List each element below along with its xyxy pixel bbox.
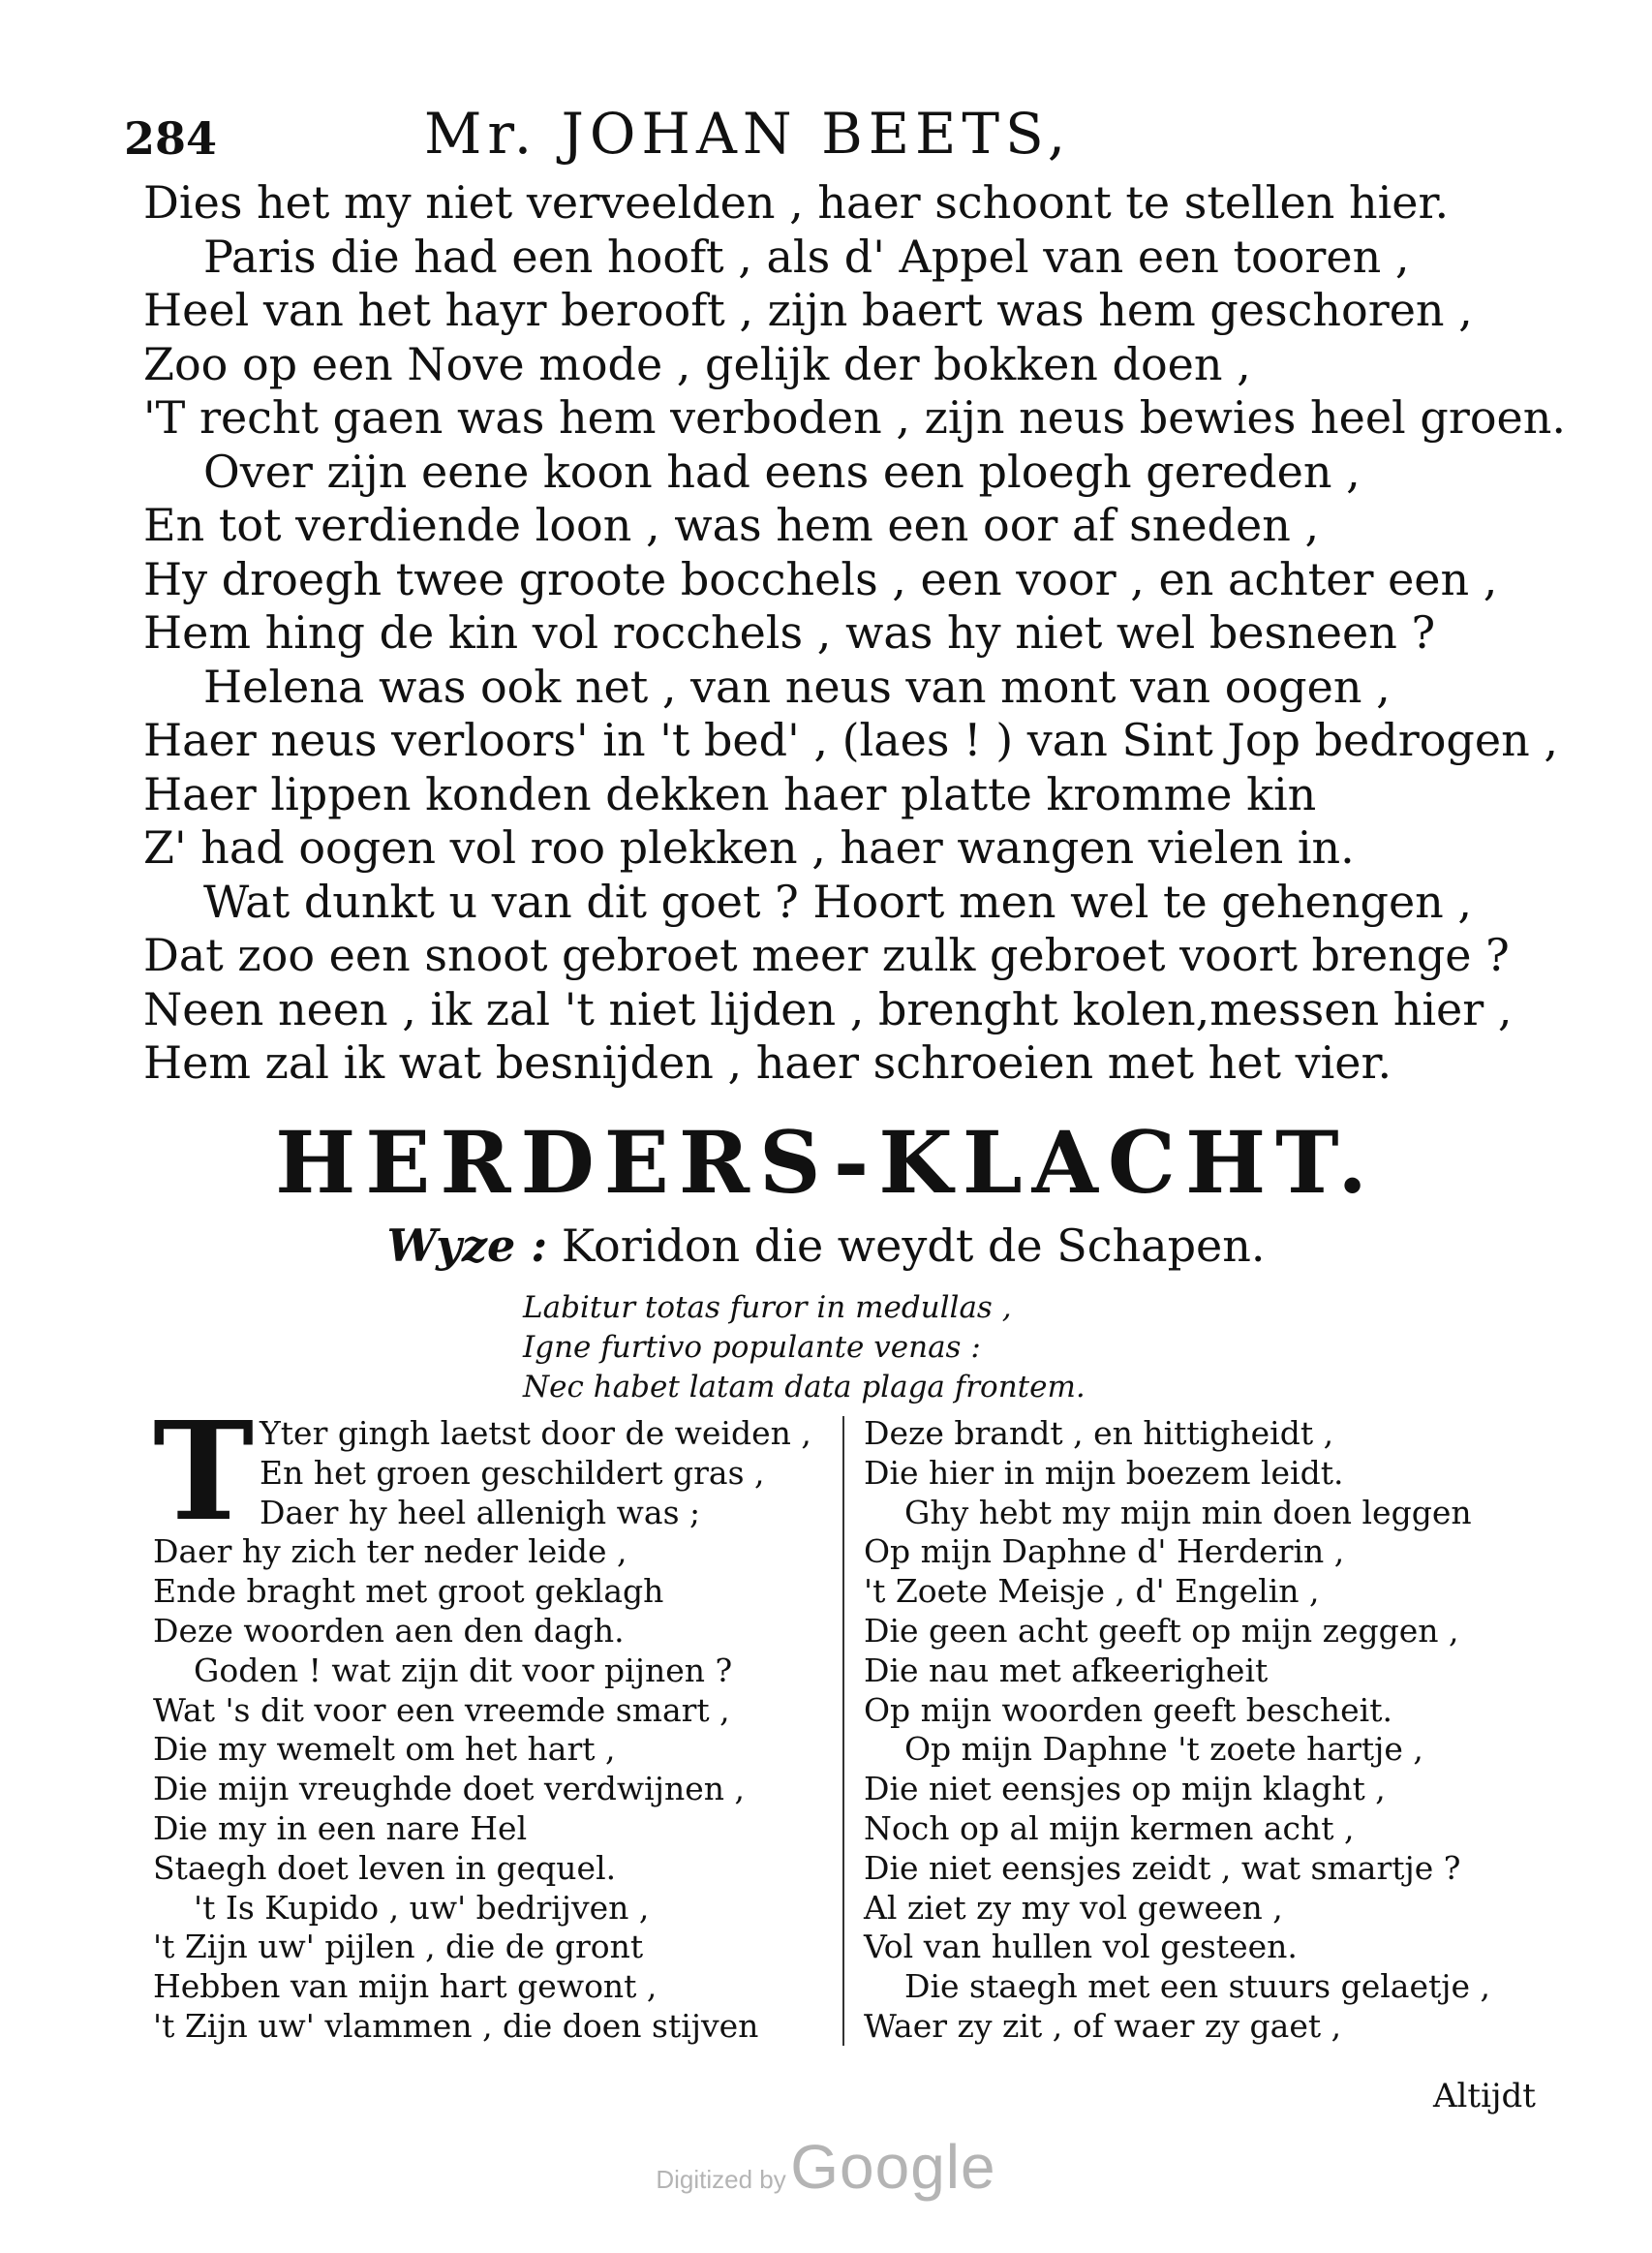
verse-line: Daer hy heel allenigh was ;	[260, 1493, 701, 1531]
verse-line: Zoo op een Nove mode , gelijk der bokken doen ,	[143, 337, 1251, 390]
verse-line: Dies het my niet verveelden , haer schoont te stellen hier.	[143, 176, 1450, 229]
verse-line: Hem hing de kin vol rocchels , was hy niet wel besneen ?	[143, 606, 1436, 659]
verse-line: En het groen geschildert gras ,	[260, 1453, 765, 1492]
verse-line: 't Zijn uw' pijlen , die de gront	[153, 1928, 644, 1966]
verse-line: Op mijn Daphne 't zoete hartje ,	[904, 1730, 1423, 1769]
page-header	[124, 93, 1383, 180]
left-column-verses	[153, 1393, 831, 2047]
verse-line: Nec habet latam data plaga frontem.	[523, 1370, 1086, 1404]
verse-line: Wat 's dit voor een vreemde smart ,	[153, 1690, 730, 1729]
verse-line: Die nau met afkeerigheit	[864, 1651, 1269, 1689]
column-divider	[842, 1416, 844, 2046]
digitized-by-watermark	[0, 2131, 1652, 2203]
right-column-verses	[864, 1414, 1542, 2047]
verse-line: 't Zoete Meisje , d' Engelin ,	[864, 1572, 1320, 1611]
verse-line: Paris die had een hooft , als d' Appel van een tooren ,	[203, 230, 1410, 283]
verse-line: Deze brandt , en hittigheidt ,	[864, 1414, 1334, 1452]
verse-line: Deze woorden aen den dagh.	[153, 1611, 625, 1650]
verse-line: Dat zoo een snoot gebroet meer zulk gebroet voort brenge ?	[143, 929, 1510, 981]
verse-line: Daer hy zich ter neder leide ,	[153, 1532, 627, 1571]
verse-line: Haer neus verloors' in 't bed' , (laes ! ) van Sint Jop bedrogen ,	[143, 714, 1558, 766]
verse-line: Labitur totas furor in medullas ,	[523, 1290, 1012, 1325]
verse-line: Die niet eensjes zeidt , wat smartje ?	[864, 1848, 1461, 1887]
verse-line: Die niet eensjes op mijn klaght ,	[864, 1770, 1386, 1808]
verse-line: Ghy hebt my mijn min doen leggen	[904, 1493, 1472, 1531]
page-number: 284	[124, 112, 218, 165]
poem-title: HERDERS-KLACHT.	[275, 1112, 1377, 1213]
verse-line: 't Is Kupido , uw' bedrijven ,	[194, 1888, 650, 1927]
verse-line: Die geen acht geeft op mijn zeggen ,	[864, 1611, 1459, 1650]
verse-line: Die hier in mijn boezem leidt.	[864, 1453, 1344, 1492]
digitized-prefix: Digitized by	[656, 2165, 786, 2194]
verse-line: Ende braght met groot geklagh	[153, 1572, 664, 1611]
verse-line: Z' had oogen vol roo plekken , haer wangen vielen in.	[143, 821, 1355, 874]
verse-line: Yter gingh laetst door de weiden ,	[260, 1414, 811, 1452]
verse-line: Neen neen , ik zal 't niet lijden , brenght kolen,messen hier ,	[143, 982, 1513, 1035]
left-column	[153, 1393, 831, 2047]
verse-line: Op mijn woorden geeft bescheit.	[864, 1690, 1392, 1729]
verse-line: Heel van het hayr berooft , zijn baert was hem geschoren ,	[143, 284, 1473, 336]
verse-line: Op mijn Daphne d' Herderin ,	[864, 1532, 1345, 1571]
verse-line: Waer zy zit , of waer zy gaet ,	[864, 2006, 1342, 2045]
verse-line: Vol van hullen vol gesteen.	[864, 1928, 1298, 1966]
verse-line: Die my wemelt om het hart ,	[153, 1730, 616, 1769]
catchword: Altijdt	[1433, 2077, 1536, 2115]
running-head: Mr. JOHAN BEETS,	[424, 101, 1072, 167]
verse-line: Wat dunkt u van dit goet ? Hoort men wel te gehengen ,	[203, 875, 1473, 928]
verse-line: 'T recht gaen was hem verboden , zijn neus bewies heel groen.	[143, 391, 1566, 444]
verse-line: Goden ! wat zijn dit voor pijnen ?	[194, 1651, 733, 1689]
verse-line: Die my in een nare Hel	[153, 1808, 528, 1847]
verse-line: Noch op al mijn kermen acht ,	[864, 1808, 1355, 1847]
verse-line: Igne furtivo populante venas :	[523, 1330, 981, 1365]
tune-text: Koridon die weydt de Schapen.	[561, 1219, 1266, 1272]
tune-label: Wyze :	[386, 1219, 548, 1272]
verse-line: Die mijn vreughde doet verdwijnen ,	[153, 1770, 745, 1808]
verse-line: Hy droegh twee groote bocchels , een voor , en achter een ,	[143, 552, 1498, 605]
google-logo: Google	[790, 2132, 996, 2202]
verse-line: Staegh doet leven in gequel.	[153, 1848, 617, 1887]
verse-line: Helena was ook net , van neus van mont van oogen ,	[203, 660, 1391, 713]
tune-line	[0, 1219, 1652, 1273]
verse-line: Haer lippen konden dekken haer platte kromme kin	[143, 767, 1317, 820]
verse-line: Hem zal ik wat besnijden , haer schroeien met het vier.	[143, 1036, 1392, 1089]
verse-line: Al ziet zy my vol geween ,	[864, 1888, 1283, 1927]
poem-stanzas	[143, 176, 1566, 1091]
verse-line: 't Zijn uw' vlammen , die doen stijven	[153, 2006, 759, 2045]
verse-line: Over zijn eene koon had eens een ploegh gereden ,	[203, 445, 1361, 498]
latin-epigraph	[523, 1288, 1086, 1407]
verse-line: Die staegh met een stuurs gelaetje ,	[904, 1967, 1490, 2006]
verse-line: Hebben van mijn hart gewont ,	[153, 1967, 658, 2006]
drop-cap: T	[153, 1393, 255, 1552]
verse-line: En tot verdiende loon , was hem een oor af sneden ,	[143, 499, 1320, 551]
right-column	[864, 1414, 1542, 2047]
